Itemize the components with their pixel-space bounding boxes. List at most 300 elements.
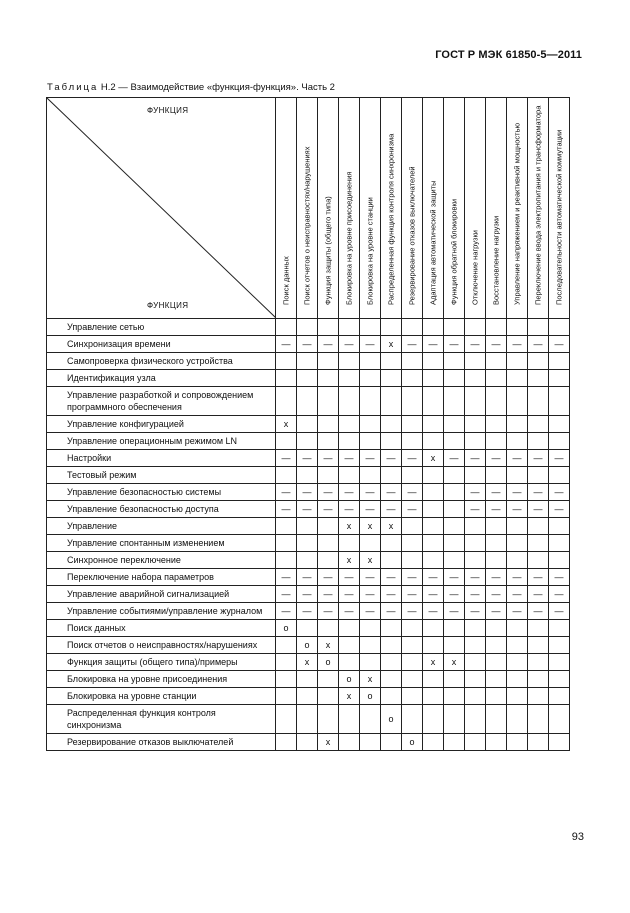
column-header xyxy=(465,98,486,319)
row-label: Распределенная функция контроля синхронизма xyxy=(47,705,276,734)
table-cell xyxy=(402,518,423,535)
table-cell: х xyxy=(360,552,381,569)
table-cell xyxy=(549,518,570,535)
table-cell xyxy=(276,671,297,688)
table-cell xyxy=(297,671,318,688)
table-cell xyxy=(339,319,360,336)
row-label: Управление безопасностью доступа xyxy=(47,501,276,518)
table-cell: — xyxy=(465,501,486,518)
table-cell xyxy=(318,518,339,535)
table-cell: — xyxy=(360,603,381,620)
table-cell xyxy=(444,484,465,501)
table-cell: — xyxy=(402,569,423,586)
table-cell: — xyxy=(423,569,444,586)
table-cell: — xyxy=(276,450,297,467)
column-header-label: Поиск отчетов о неисправностях/нарушениях xyxy=(302,146,312,305)
table-cell xyxy=(402,319,423,336)
table-cell xyxy=(402,416,423,433)
table-cell xyxy=(423,353,444,370)
table-cell xyxy=(381,433,402,450)
table-cell xyxy=(444,433,465,450)
row-label: Управление конфигурацией xyxy=(47,416,276,433)
table-cell xyxy=(486,535,507,552)
table-cell xyxy=(276,370,297,387)
table-cell xyxy=(465,319,486,336)
table-cell xyxy=(507,433,528,450)
table-cell: — xyxy=(444,603,465,620)
table-cell: — xyxy=(507,484,528,501)
table-cell: — xyxy=(318,450,339,467)
table-cell xyxy=(297,416,318,433)
table-cell: — xyxy=(297,586,318,603)
table-cell: — xyxy=(528,586,549,603)
table-cell: х xyxy=(423,654,444,671)
table-cell: — xyxy=(465,450,486,467)
table-cell: — xyxy=(297,569,318,586)
table-cell xyxy=(297,688,318,705)
table-cell xyxy=(318,467,339,484)
table-cell xyxy=(486,518,507,535)
table-cell xyxy=(465,637,486,654)
table-cell: о xyxy=(360,688,381,705)
table-row xyxy=(47,637,570,654)
table-cell: — xyxy=(318,336,339,353)
table-cell xyxy=(507,688,528,705)
table-cell xyxy=(381,734,402,751)
table-cell xyxy=(423,637,444,654)
table-caption xyxy=(47,82,335,93)
table-cell xyxy=(465,620,486,637)
table-cell xyxy=(381,467,402,484)
table-cell: х xyxy=(318,734,339,751)
table-cell xyxy=(528,671,549,688)
table-cell xyxy=(297,370,318,387)
table-cell xyxy=(339,353,360,370)
table-cell: — xyxy=(528,603,549,620)
table-cell xyxy=(276,433,297,450)
table-row xyxy=(47,518,570,535)
table-cell xyxy=(381,552,402,569)
table-cell xyxy=(402,637,423,654)
row-label: Идентификация узла xyxy=(47,370,276,387)
table-cell: х xyxy=(444,654,465,671)
table-cell xyxy=(528,353,549,370)
table-cell: — xyxy=(360,450,381,467)
table-row xyxy=(47,654,570,671)
table-cell xyxy=(528,535,549,552)
table-row xyxy=(47,353,570,370)
table-cell xyxy=(486,734,507,751)
table-cell xyxy=(339,535,360,552)
table-row xyxy=(47,501,570,518)
table-cell: — xyxy=(549,603,570,620)
table-cell: — xyxy=(549,336,570,353)
table-row xyxy=(47,705,570,734)
table-cell xyxy=(507,370,528,387)
row-label: Поиск данных xyxy=(47,620,276,637)
table-cell xyxy=(507,654,528,671)
table-cell: о xyxy=(276,620,297,637)
table-cell xyxy=(549,319,570,336)
table-cell: — xyxy=(549,501,570,518)
table-cell xyxy=(297,319,318,336)
table-cell xyxy=(507,552,528,569)
table-cell: — xyxy=(465,586,486,603)
column-header xyxy=(444,98,465,319)
table-cell xyxy=(402,705,423,734)
table-cell xyxy=(486,387,507,416)
column-header xyxy=(276,98,297,319)
table-cell xyxy=(381,370,402,387)
column-header-label: Адаптация автоматической защиты xyxy=(428,180,438,305)
table-cell xyxy=(402,353,423,370)
table-cell xyxy=(486,416,507,433)
table-cell xyxy=(465,552,486,569)
table-cell: — xyxy=(297,603,318,620)
table-cell xyxy=(360,387,381,416)
table-cell xyxy=(318,319,339,336)
table-cell: — xyxy=(444,450,465,467)
table-cell: — xyxy=(549,484,570,501)
table-cell xyxy=(549,467,570,484)
table-cell xyxy=(360,370,381,387)
table-cell: — xyxy=(507,501,528,518)
table-cell xyxy=(318,535,339,552)
table-cell: х xyxy=(339,552,360,569)
table-row xyxy=(47,688,570,705)
table-cell: — xyxy=(486,450,507,467)
table-cell: х xyxy=(381,336,402,353)
table-cell xyxy=(276,319,297,336)
corner-label-top: ФУНКЦИЯ xyxy=(147,106,189,115)
table-cell: — xyxy=(486,586,507,603)
table-cell xyxy=(423,387,444,416)
table-cell xyxy=(486,319,507,336)
table-cell xyxy=(360,416,381,433)
corner-cell xyxy=(47,98,276,319)
table-row xyxy=(47,620,570,637)
table-cell: — xyxy=(276,603,297,620)
table-row xyxy=(47,603,570,620)
table-cell: — xyxy=(276,336,297,353)
table-cell: — xyxy=(381,569,402,586)
table-cell xyxy=(528,552,549,569)
table-cell xyxy=(486,705,507,734)
table-cell: — xyxy=(444,586,465,603)
row-label: Самопроверка физического устройства xyxy=(47,353,276,370)
table-cell: х xyxy=(423,450,444,467)
table-cell xyxy=(444,688,465,705)
table-cell xyxy=(549,688,570,705)
column-header-label: Поиск данных xyxy=(281,256,291,305)
table-cell xyxy=(423,467,444,484)
table-cell xyxy=(549,654,570,671)
table-cell xyxy=(402,467,423,484)
table-cell: — xyxy=(339,450,360,467)
table-cell: — xyxy=(507,603,528,620)
table-cell: — xyxy=(402,450,423,467)
table-cell xyxy=(276,552,297,569)
table-cell xyxy=(465,353,486,370)
table-cell xyxy=(549,370,570,387)
table-cell xyxy=(276,688,297,705)
table-cell: — xyxy=(423,586,444,603)
table-cell xyxy=(528,637,549,654)
table-cell: — xyxy=(297,336,318,353)
table-cell: х xyxy=(339,518,360,535)
table-cell xyxy=(465,734,486,751)
table-row xyxy=(47,450,570,467)
table-cell xyxy=(423,518,444,535)
table-cell xyxy=(360,535,381,552)
table-cell xyxy=(276,734,297,751)
table-cell: — xyxy=(381,484,402,501)
table-cell xyxy=(507,671,528,688)
table-cell xyxy=(444,552,465,569)
table-cell xyxy=(528,387,549,416)
table-cell xyxy=(318,416,339,433)
table-cell xyxy=(360,654,381,671)
table-cell: — xyxy=(402,336,423,353)
table-cell: — xyxy=(528,484,549,501)
table-cell xyxy=(318,620,339,637)
table-cell: — xyxy=(318,501,339,518)
table-cell xyxy=(549,671,570,688)
table-cell xyxy=(402,688,423,705)
table-cell xyxy=(276,705,297,734)
table-cell xyxy=(528,705,549,734)
table-cell: — xyxy=(318,484,339,501)
table-cell xyxy=(297,734,318,751)
table-cell: — xyxy=(549,450,570,467)
table-cell: х xyxy=(297,654,318,671)
table-cell xyxy=(318,387,339,416)
table-cell xyxy=(507,734,528,751)
table-cell xyxy=(360,734,381,751)
table-cell xyxy=(465,518,486,535)
table-cell: — xyxy=(402,586,423,603)
table-cell xyxy=(339,370,360,387)
table-cell xyxy=(444,535,465,552)
table-cell xyxy=(402,433,423,450)
table-cell xyxy=(507,620,528,637)
table-cell xyxy=(381,688,402,705)
table-cell xyxy=(423,501,444,518)
table-cell xyxy=(360,467,381,484)
table-cell xyxy=(318,353,339,370)
table-cell xyxy=(339,620,360,637)
table-cell: — xyxy=(528,450,549,467)
column-header xyxy=(528,98,549,319)
table-cell: — xyxy=(339,586,360,603)
table-cell xyxy=(507,416,528,433)
table-cell xyxy=(402,387,423,416)
table-cell xyxy=(297,467,318,484)
table-row xyxy=(47,433,570,450)
table-cell xyxy=(381,671,402,688)
table-cell xyxy=(549,535,570,552)
table-cell xyxy=(423,416,444,433)
table-cell xyxy=(507,467,528,484)
row-label: Резервирование отказов выключателей xyxy=(47,734,276,751)
row-label: Функция защиты (общего типа)/примеры xyxy=(47,654,276,671)
table-cell xyxy=(465,416,486,433)
table-cell: — xyxy=(402,501,423,518)
table-cell: — xyxy=(339,336,360,353)
table-cell xyxy=(486,433,507,450)
table-cell: — xyxy=(549,569,570,586)
column-header-label: Восстановление нагрузки xyxy=(491,215,501,305)
table-cell: — xyxy=(339,484,360,501)
table-cell: — xyxy=(381,586,402,603)
table-cell: — xyxy=(507,336,528,353)
table-cell: — xyxy=(507,586,528,603)
table-cell: о xyxy=(402,734,423,751)
table-cell xyxy=(507,637,528,654)
table-cell xyxy=(444,671,465,688)
table-cell xyxy=(360,319,381,336)
table-cell xyxy=(381,387,402,416)
table-cell xyxy=(528,734,549,751)
table-cell xyxy=(444,319,465,336)
table-cell: — xyxy=(465,569,486,586)
table-cell xyxy=(549,416,570,433)
column-header-label: Последовательности автоматической коммутации xyxy=(554,129,564,305)
column-header xyxy=(486,98,507,319)
row-label: Блокировка на уровне станции xyxy=(47,688,276,705)
table-cell xyxy=(339,637,360,654)
table-cell xyxy=(528,654,549,671)
table-cell xyxy=(339,705,360,734)
table-cell xyxy=(444,734,465,751)
table-cell: х xyxy=(339,688,360,705)
table-cell xyxy=(465,688,486,705)
table-cell xyxy=(360,353,381,370)
table-cell xyxy=(507,387,528,416)
column-header-label: Переключение ввода электропитания и трансформатора xyxy=(533,105,543,305)
table-cell xyxy=(423,319,444,336)
table-cell xyxy=(339,433,360,450)
table-row xyxy=(47,535,570,552)
table-cell xyxy=(297,353,318,370)
table-cell xyxy=(465,654,486,671)
header-row xyxy=(47,98,570,319)
table-cell: — xyxy=(402,603,423,620)
caption-title: Н.2 — Взаимодействие «функция-функция». Часть 2 xyxy=(98,82,335,93)
table-cell xyxy=(465,370,486,387)
table-cell: — xyxy=(381,603,402,620)
row-label: Управление сетью xyxy=(47,319,276,336)
table-cell: — xyxy=(465,484,486,501)
table-row xyxy=(47,370,570,387)
table-cell: — xyxy=(297,484,318,501)
table-cell xyxy=(297,387,318,416)
column-header xyxy=(360,98,381,319)
column-header-label: Блокировка на уровне присоединения xyxy=(344,171,354,305)
column-header xyxy=(381,98,402,319)
table-cell: х xyxy=(318,637,339,654)
table-cell xyxy=(549,433,570,450)
table-cell: — xyxy=(276,501,297,518)
table-cell xyxy=(297,552,318,569)
table-cell xyxy=(339,416,360,433)
table-cell xyxy=(528,620,549,637)
column-header-label: Управление напряжением и реактивной мощностью xyxy=(512,122,522,305)
table-cell: х xyxy=(276,416,297,433)
table-cell xyxy=(507,535,528,552)
table-cell xyxy=(381,620,402,637)
table-cell xyxy=(297,620,318,637)
table-cell xyxy=(444,620,465,637)
table-cell: — xyxy=(339,603,360,620)
interaction-table xyxy=(46,97,570,751)
table-cell xyxy=(528,319,549,336)
table-cell xyxy=(402,552,423,569)
table-cell: — xyxy=(276,569,297,586)
column-header xyxy=(339,98,360,319)
table-cell: — xyxy=(486,569,507,586)
table-cell xyxy=(444,416,465,433)
table-cell xyxy=(486,467,507,484)
table-cell xyxy=(528,518,549,535)
table-cell xyxy=(528,688,549,705)
table-cell xyxy=(507,353,528,370)
table-cell xyxy=(339,467,360,484)
row-label: Переключение набора параметров xyxy=(47,569,276,586)
table-cell: о xyxy=(339,671,360,688)
table-cell xyxy=(339,654,360,671)
table-row xyxy=(47,319,570,336)
table-cell xyxy=(444,370,465,387)
table-cell: — xyxy=(486,501,507,518)
table-cell: — xyxy=(360,569,381,586)
table-cell xyxy=(507,319,528,336)
table-cell: — xyxy=(465,603,486,620)
table-cell xyxy=(465,433,486,450)
row-label: Тестовый режим xyxy=(47,467,276,484)
table-cell: — xyxy=(297,501,318,518)
table-cell xyxy=(276,518,297,535)
table-cell: — xyxy=(507,569,528,586)
row-label: Настройки xyxy=(47,450,276,467)
table-row xyxy=(47,552,570,569)
column-header-label: Отключение нагрузки xyxy=(470,230,480,305)
table-cell xyxy=(507,705,528,734)
table-cell xyxy=(444,518,465,535)
table-cell xyxy=(528,467,549,484)
table-cell xyxy=(465,535,486,552)
row-label: Управление аварийной сигнализацией xyxy=(47,586,276,603)
column-header xyxy=(402,98,423,319)
column-header-label: Резервирование отказов выключателей xyxy=(407,166,417,305)
table-cell xyxy=(486,688,507,705)
table-cell: — xyxy=(276,484,297,501)
row-label: Управление спонтанным изменением xyxy=(47,535,276,552)
table-cell xyxy=(318,705,339,734)
table-cell: — xyxy=(318,603,339,620)
table-cell: — xyxy=(276,586,297,603)
table-cell xyxy=(276,387,297,416)
table-cell xyxy=(318,370,339,387)
table-cell xyxy=(423,734,444,751)
table-cell xyxy=(360,705,381,734)
table-cell xyxy=(549,552,570,569)
table-cell: — xyxy=(444,569,465,586)
table-cell xyxy=(444,501,465,518)
column-header xyxy=(423,98,444,319)
corner-diagonal xyxy=(47,98,276,318)
table-cell xyxy=(465,387,486,416)
